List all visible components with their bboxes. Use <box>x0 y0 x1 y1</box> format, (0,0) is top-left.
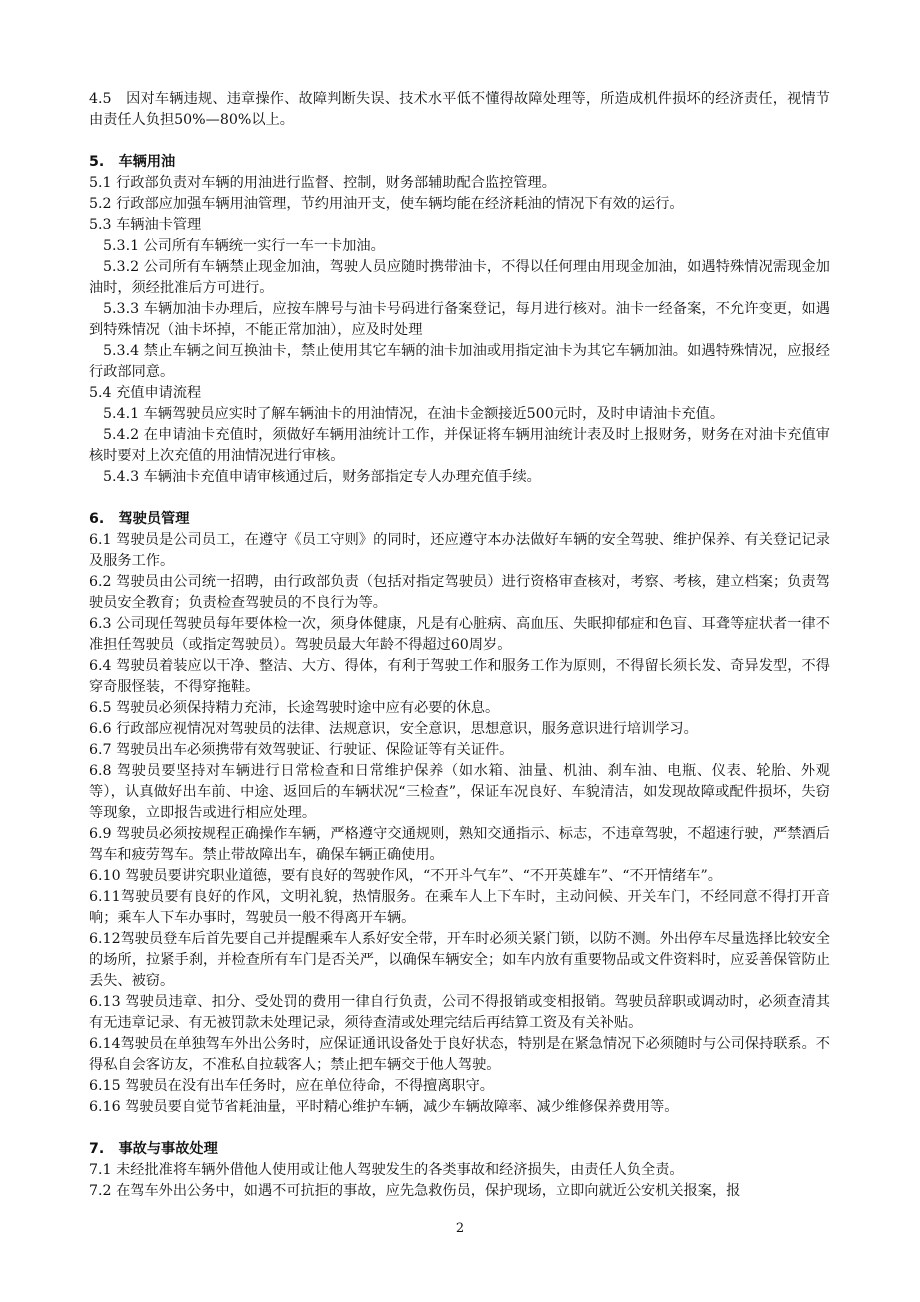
clause: 6.2 驾驶员由公司统一招聘，由行政部负责（包括对指定驾驶员）进行资格审查核对，考察、考核，建立档案；负责驾驶员安全教育；负责检查驾驶员的不良行为等。 <box>89 574 830 611</box>
sub-clause: 5.3.4 禁止车辆之间互换油卡，禁止使用其它车辆的油卡加油或用指定油卡为其它车辆加油。如遇特殊情况，应报经行政部同意。 <box>89 343 830 380</box>
sub-clause: 5.4.2 在申请油卡充值时，须做好车辆用油统计工作，并保证将车辆用油统计表及时上报财务，财务在对油卡充值审核时要对上次充值的用油情况进行审核。 <box>89 427 830 464</box>
clause: 6.14驾驶员在单独驾车外出公务时，应保证通讯设备处于良好状态，特别是在紧急情况下必须随时与公司保持联系。不得私自会客访友，不准私自拉载客人；禁止把车辆交于他人驾驶。 <box>89 1036 830 1073</box>
section-heading: 5. 车辆用油 <box>89 154 176 170</box>
clause: 7.2 在驾车外出公务中，如遇不可抗拒的事故，应先急救伤员，保护现场，立即向就近公安机关报案，报 <box>89 1183 741 1199</box>
clause: 7.1 未经批准将车辆外借他人使用或让他人驾驶发生的各类事故和经济损失，由责任人负全责。 <box>89 1162 684 1178</box>
section-spacer <box>89 488 830 509</box>
sub-clause: 5.3.3 车辆加油卡办理后，应按车牌号与油卡号码进行备案登记，每月进行核对。油卡一经备案，不允许变更，如遇到特殊情况（油卡坏掉，不能正常加油），应及时处理 <box>89 301 830 338</box>
clause: 6.1 驾驶员是公司员工，在遵守《员工守则》的同时，还应遵守本办法做好车辆的安全驾驶、维护保养、有关登记记录及服务工作。 <box>89 532 830 569</box>
section-heading: 7. 事故与事故处理 <box>89 1141 218 1157</box>
clause: 6.16 驾驶员要自觉节省耗油量，平时精心维护车辆，减少车辆故障率、减少维修保养费用等。 <box>89 1099 679 1115</box>
clause: 6.5 驾驶员必须保持精力充沛，长途驾驶时途中应有必要的休息。 <box>89 700 500 716</box>
clause: 6.11驾驶员要有良好的作风，文明礼貌，热情服务。在乘车人上下车时，主动问候、开关车门，不经同意不得打开音响；乘车人下车办事时，驾驶员一般不得离开车辆。 <box>89 889 830 926</box>
clause: 5.2 行政部应加强车辆用油管理，节约用油开支，使车辆均能在经济耗油的情况下有效的运行。 <box>89 196 684 212</box>
clause: 5.3 车辆油卡管理 <box>89 217 202 233</box>
clause: 6.10 驾驶员要讲究职业道德，要有良好的驾驶作风，“不开斗气车”、“不开英雄车”、“不开情绪车”。 <box>89 868 722 884</box>
section-spacer <box>89 1118 830 1139</box>
clause: 6.4 驾驶员着装应以干净、整洁、大方、得体，有利于驾驶工作和服务工作为原则，不得留长须长发、奇异发型，不得穿奇服怪装，不得穿拖鞋。 <box>89 658 830 695</box>
section-heading: 6. 驾驶员管理 <box>89 511 190 527</box>
sub-clause: 5.4.3 车辆油卡充值申请审核通过后，财务部指定专人办理充值手续。 <box>103 469 541 485</box>
sub-clause: 5.3.2 公司所有车辆禁止现金加油，驾驶人员应随时携带油卡，不得以任何理由用现金加油，如遇特殊情况需现金加油时，须经批准后方可进行。 <box>89 259 830 296</box>
clause: 6.15 驾驶员在没有出车任务时，应在单位待命，不得擅离职守。 <box>89 1078 494 1094</box>
clause: 4.5 因对车辆违规、违章操作、故障判断失误、技术水平低不懂得故障处理等，所造成机件损坏的经济责任，视情节由责任人负担50%—80%以上。 <box>89 91 830 128</box>
clause: 6.13 驾驶员违章、扣分、受处罚的费用一律自行负责，公司不得报销或变相报销。驾驶员辞职或调动时，必须查清其有无违章记录、有无被罚款未处理记录，须待查清或处理完结后再结算工资及有关补贴。 <box>89 994 830 1031</box>
page-number: 2 <box>455 1221 465 1236</box>
sub-clause: 5.4.1 车辆驾驶员应实时了解车辆油卡的用油情况，在油卡金额接近500元时，及时申请油卡充值。 <box>103 406 725 422</box>
clause: 6.3 公司现任驾驶员每年要体检一次，须身体健康，凡是有心脏病、高血压、失眠抑郁症和色盲、耳聋等症状者一律不准担任驾驶员（或指定驾驶员）。驾驶员最大年龄不得超过60周岁。 <box>89 616 830 653</box>
clause: 6.7 驾驶员出车必须携带有效驾驶证、行驶证、保险证等有关证件。 <box>89 742 514 758</box>
clause: 5.1 行政部负责对车辆的用油进行监督、控制，财务部辅助配合监控管理。 <box>89 175 556 191</box>
sub-clause: 5.3.1 公司所有车辆统一实行一车一卡加油。 <box>103 238 385 254</box>
clause: 6.8 驾驶员要坚持对车辆进行日常检查和日常维护保养（如水箱、油量、机油、刹车油、电瓶、仪表、轮胎、外观等），认真做好出车前、中途、返回后的车辆状况“三检查”，保证车况良好、车貌清洁，如发现故障或配件损坏，失窃等现象，立即报告或进行相应处理。 <box>89 763 830 821</box>
clause: 6.12驾驶员登车后首先要自己并提醒乘车人系好安全带，开车时必须关紧门锁，以防不测。外出停车尽量选择比较安全的场所，拉紧手刹，并检查所有车门是否关严，以确保车辆安全；如车内放有重要物品或文件资料时，应妥善保管防止丢失、被窃。 <box>89 931 830 989</box>
clause: 6.9 驾驶员必须按规程正确操作车辆，严格遵守交通规则，熟知交通指示、标志，不违章驾驶，不超速行驶，严禁酒后驾车和疲劳驾车。禁止带故障出车，确保车辆正确使用。 <box>89 826 830 863</box>
document-body <box>89 89 830 1202</box>
clause: 6.6 行政部应视情况对驾驶员的法律、法规意识，安全意识，思想意识，服务意识进行培训学习。 <box>89 721 698 737</box>
clause: 5.4 充值申请流程 <box>89 385 202 401</box>
section-spacer <box>89 131 830 152</box>
